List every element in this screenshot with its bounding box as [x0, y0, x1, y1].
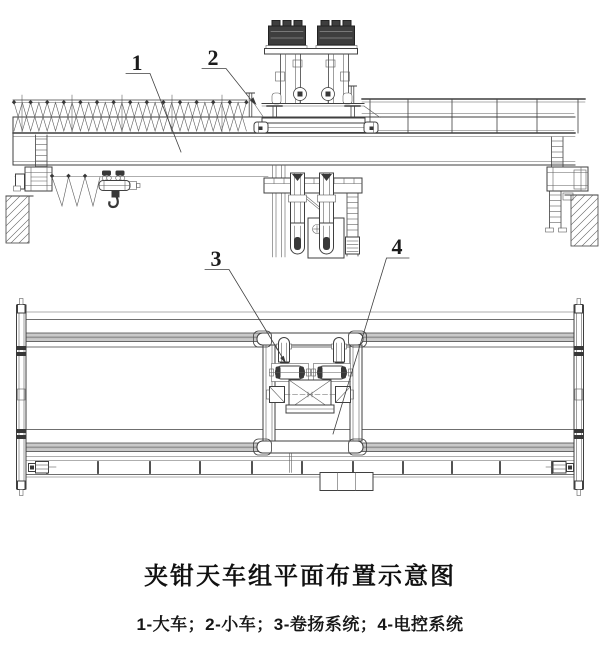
plan-end-truck-left	[16, 299, 27, 496]
callout-1-label: 1	[131, 50, 143, 75]
callout-2-label: 2	[207, 45, 219, 70]
clamp-hoist-assembly	[264, 165, 362, 258]
right-end-carriage	[546, 137, 599, 246]
travel-drive-right	[546, 462, 574, 474]
plan-end-truck-right	[574, 299, 585, 496]
festoon-end-column-left	[247, 93, 264, 117]
walkway-handrail	[362, 99, 585, 133]
drawing-legend: 1-大车；2-小车；3-卷扬系统；4-电控系统	[136, 615, 464, 634]
travel-drive-left	[29, 462, 57, 474]
trolley-unit	[254, 21, 378, 134]
hoist-machinery	[267, 338, 354, 413]
control-cabinet	[320, 473, 373, 491]
callout-3-label: 3	[210, 246, 222, 271]
plan-view	[16, 234, 584, 496]
callout-4-label: 4	[391, 234, 403, 259]
hoist-motor-right	[318, 26, 355, 45]
hoist-motor-left	[269, 26, 306, 45]
service-hoist	[50, 171, 140, 208]
runway-wall-right	[565, 195, 598, 246]
callout-trolley	[202, 45, 257, 105]
drawing-title: 夹钳天车组平面布置示意图	[144, 563, 456, 590]
elevation-view	[6, 21, 598, 259]
plan-trolley-frame	[254, 331, 367, 473]
runway-wall-left	[6, 196, 33, 243]
plan-walkway	[26, 461, 576, 478]
